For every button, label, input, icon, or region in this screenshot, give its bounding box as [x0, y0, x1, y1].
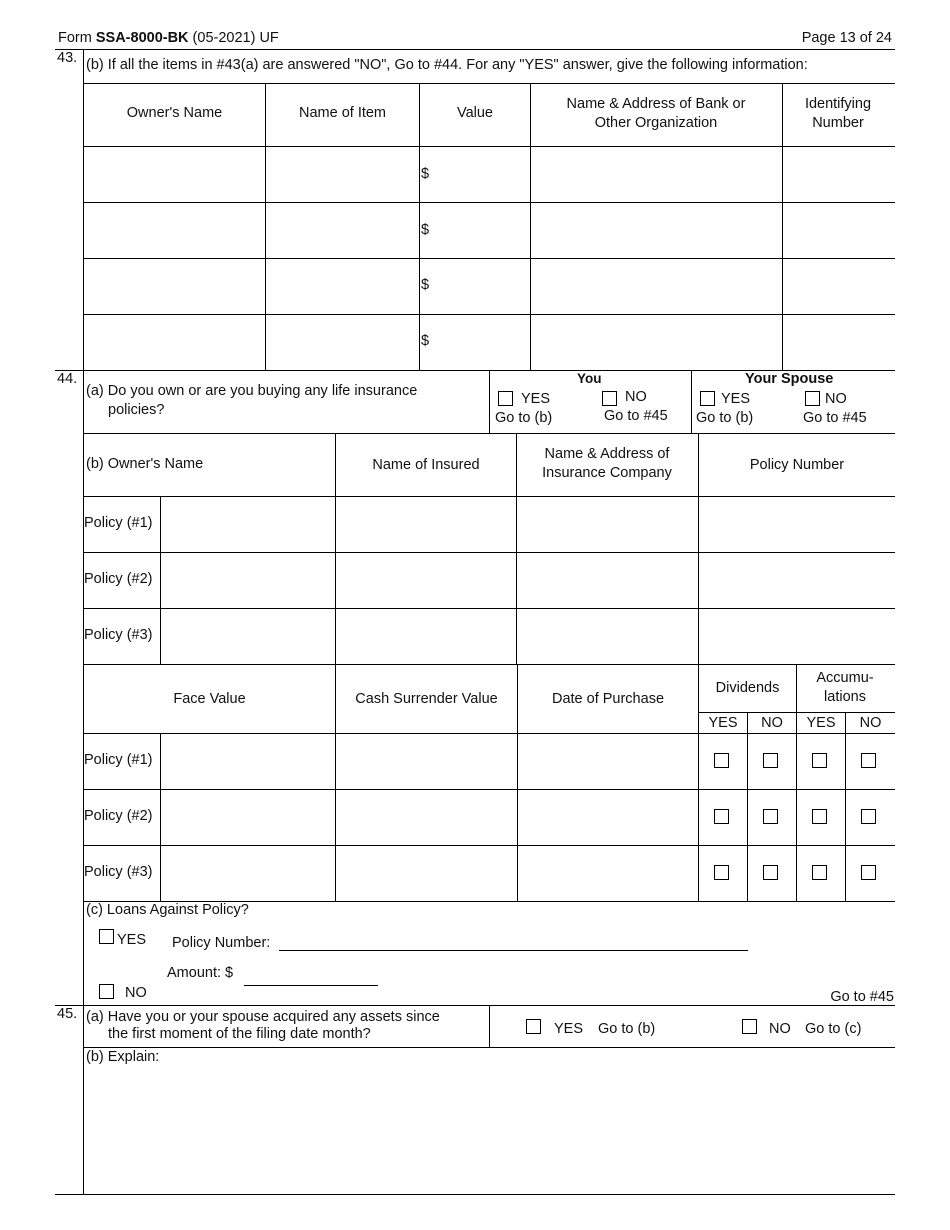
q44-value-table-rule: [796, 664, 797, 901]
q43-table-rule: [83, 258, 895, 259]
q44-b-policy-2: Policy (#2): [84, 571, 153, 587]
policy3-dividends-no-checkbox[interactable]: [763, 865, 778, 880]
q44-col-policy-number: Policy Number: [749, 457, 845, 473]
q44-b-policy-3: Policy (#3): [84, 627, 153, 643]
q44-b-table-rule: [160, 496, 161, 664]
q44-you-no-checkbox[interactable]: [602, 391, 617, 406]
q45-b-explain-field[interactable]: [84, 1068, 894, 1193]
bottom-rule: [55, 1194, 895, 1195]
q44-you-goto-45: Go to #45: [604, 408, 668, 424]
q44-col-date-of-purchase: Date of Purchase: [551, 691, 665, 707]
q44-spouse-yes-checkbox[interactable]: [700, 391, 715, 406]
q44-value-policy-3: Policy (#3): [84, 864, 153, 880]
q43-top-rule: [55, 49, 895, 50]
q44-c-no-label: NO: [125, 985, 147, 1001]
q44-a-question-line2: policies?: [108, 402, 165, 418]
q44-dividends-no-header: NO: [761, 715, 783, 731]
q44-you-no-label: NO: [625, 389, 647, 405]
q44-a-divider: [691, 370, 692, 433]
q44-value-table-rule: [83, 845, 895, 846]
q45-b-explain-label: (b) Explain:: [86, 1049, 160, 1065]
q44-value-table-rule: [845, 712, 846, 901]
q44-value-table-rule: [83, 664, 895, 665]
q45-no-checkbox[interactable]: [742, 1019, 757, 1034]
q44-b-policy-1: Policy (#1): [84, 515, 153, 531]
q43-table-rule: [782, 83, 783, 370]
q44-b-table-rule: [516, 433, 517, 664]
q43-col-owner-name: Owner's Name: [126, 105, 223, 121]
policy3-accum-yes-checkbox[interactable]: [812, 865, 827, 880]
q44-c-goto-45: Go to #45: [830, 989, 894, 1005]
q43-table-rule: [83, 83, 895, 84]
q44-c-amount-label: Amount: $: [167, 965, 234, 981]
q44-c-policy-number-field[interactable]: [279, 950, 748, 951]
q45-top-rule: [55, 1005, 895, 1006]
policy1-dividends-yes-checkbox[interactable]: [714, 753, 729, 768]
q45-a-question-line1: (a) Have you or your spouse acquired any assets since: [86, 1009, 440, 1025]
q44-c-amount-field[interactable]: [244, 985, 378, 986]
form-id: SSA-8000-BK: [95, 30, 189, 46]
q44-spouse-goto-45: Go to #45: [803, 410, 867, 426]
q44-col-name-of-insured: Name of Insured: [372, 457, 480, 473]
q44-spouse-yes-label: YES: [721, 391, 751, 407]
q44-c-yes-checkbox[interactable]: [99, 929, 114, 944]
q45-goto-b: Go to (b): [598, 1021, 656, 1037]
policy2-accum-no-checkbox[interactable]: [861, 809, 876, 824]
policy2-dividends-yes-checkbox[interactable]: [714, 809, 729, 824]
q44-value-table-rule: [160, 733, 161, 901]
q44-value-policy-1: Policy (#1): [84, 752, 153, 768]
form-title: [58, 30, 279, 47]
q44-b-table-rule: [83, 608, 895, 609]
q44-spouse-goto-b: Go to (b): [696, 410, 754, 426]
policy1-accum-no-checkbox[interactable]: [861, 753, 876, 768]
q45-no-label: NO: [769, 1021, 791, 1037]
q45-goto-c: Go to (c): [805, 1021, 862, 1037]
q44-col-cash-surrender-value: Cash Surrender Value: [355, 691, 498, 707]
policy3-dividends-yes-checkbox[interactable]: [714, 865, 729, 880]
q43-dollar-row1: $: [421, 166, 430, 182]
q45-b-rule: [83, 1047, 895, 1048]
q44-you-goto-b: Go to (b): [495, 410, 553, 426]
q44-a-question-line1: (a) Do you own or are you buying any life insurance: [86, 383, 418, 399]
q43-dollar-row4: $: [421, 333, 430, 349]
q44-spouse-label: Your Spouse: [745, 371, 834, 387]
q44-you-label: You: [577, 371, 602, 386]
q43-col-identifying-number: Identifying Number: [804, 96, 872, 132]
q45-number: 45.: [57, 1006, 78, 1022]
q44-value-table-rule: [83, 789, 895, 790]
q44-col-face-value: Face Value: [173, 691, 246, 707]
form-prefix: Form: [58, 30, 96, 46]
q43-table-rule: [265, 83, 266, 370]
q43-table-rule: [83, 314, 895, 315]
q44-b-table-rule: [83, 433, 895, 434]
q44-value-table-rule: [83, 733, 895, 734]
q44-b-table-rule: [83, 552, 895, 553]
q44-c-no-checkbox[interactable]: [99, 984, 114, 999]
q43-col-bank: Name & Address of Bank or Other Organization: [566, 96, 746, 132]
q44-spouse-no-checkbox[interactable]: [805, 391, 820, 406]
form-suffix: (05-2021) UF: [188, 30, 279, 46]
q43-col-value: Value: [456, 105, 493, 121]
q44-value-table-rule: [698, 664, 699, 901]
q44-dividends-yes-header: YES: [708, 715, 738, 731]
q43-table-rule: [83, 146, 895, 147]
q43-number: 43.: [57, 50, 78, 66]
q44-value-table-rule: [747, 712, 748, 901]
q44-a-divider: [489, 370, 490, 433]
q43-table-rule: [419, 83, 420, 370]
policy2-accum-yes-checkbox[interactable]: [812, 809, 827, 824]
q43-dollar-row3: $: [421, 277, 430, 293]
left-margin-rule: [83, 49, 84, 1195]
page-number: Page 13 of 24: [801, 30, 892, 46]
q43-b-instruction: (b) If all the items in #43(a) are answered "NO", Go to #44. For any "YES" answer, give the following information:: [86, 57, 808, 73]
q45-yes-label: YES: [554, 1021, 584, 1037]
q44-b-table-rule: [83, 496, 895, 497]
policy2-dividends-no-checkbox[interactable]: [763, 809, 778, 824]
q44-col-dividends: Dividends: [715, 680, 780, 696]
policy1-dividends-no-checkbox[interactable]: [763, 753, 778, 768]
q43-table-rule: [530, 83, 531, 370]
q44-accum-yes-header: YES: [806, 715, 836, 731]
q44-accum-no-header: NO: [859, 715, 882, 731]
q44-c-policy-number-label: Policy Number:: [172, 935, 271, 951]
q44-col-insurance-company: Name & Address of Insurance Company: [542, 446, 672, 482]
q44-c-yes-label: YES: [117, 932, 147, 948]
q45-yes-checkbox[interactable]: [526, 1019, 541, 1034]
q44-you-yes-checkbox[interactable]: [498, 391, 513, 406]
policy3-accum-no-checkbox[interactable]: [861, 865, 876, 880]
q44-c-question: (c) Loans Against Policy?: [86, 902, 249, 918]
q43-table-rule: [83, 202, 895, 203]
q45-a-question-line2: the first moment of the filing date month?: [108, 1026, 371, 1042]
q43-col-item-name: Name of Item: [298, 105, 387, 121]
q43-dollar-row2: $: [421, 222, 430, 238]
policy1-accum-yes-checkbox[interactable]: [812, 753, 827, 768]
q44-number: 44.: [57, 371, 78, 387]
q44-value-policy-2: Policy (#2): [84, 808, 153, 824]
q45-a-divider: [489, 1005, 490, 1047]
q44-spouse-no-label: NO: [825, 391, 847, 407]
q44-b-owner-name: (b) Owner's Name: [86, 456, 204, 472]
q44-you-yes-label: YES: [521, 391, 551, 407]
q44-col-accumulations: Accumu-lations: [816, 670, 874, 706]
